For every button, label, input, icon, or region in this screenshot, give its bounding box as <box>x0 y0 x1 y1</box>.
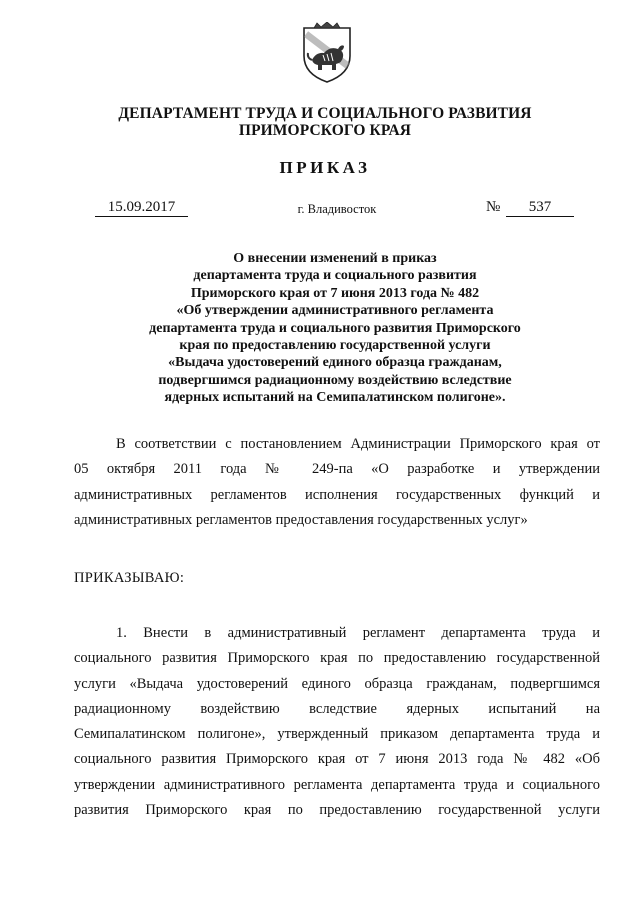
paragraph-line: радиационному воздействию вследствие ядерных испытаний на <box>74 700 600 717</box>
title-line: края по предоставлению государственной услуги <box>179 338 491 354</box>
paragraph-line: В соответствии с постановлением Администрации Приморского края от <box>116 436 600 452</box>
title-line: «Об утверждении административного регламента <box>176 303 494 319</box>
department-name-line-2: ПРИМОРСКОГО КРАЯ <box>238 122 412 139</box>
paragraph-line: развития Приморского края по предоставлению государственной услуги <box>74 802 600 819</box>
title-line: «Выдача удостоверений единого образца гражданам, <box>168 355 502 371</box>
paragraph-line: Семипалатинском полигоне», утвержденный приказом департамента труда и <box>74 726 600 743</box>
paragraph-line: услуги «Выдача удостоверений единого образца гражданам, подвергшимся <box>74 675 600 692</box>
paragraph-line: утверждении административного регламента департамента труда и социального <box>74 776 600 793</box>
title-line: О внесении изменений в приказ <box>233 251 437 266</box>
department-name-line-1: ДЕПАРТАМЕНТ ТРУДА И СОЦИАЛЬНОГО РАЗВИТИЯ <box>118 105 532 122</box>
paragraph-line: социального развития Приморского края по предоставлению государственной <box>74 650 600 667</box>
paragraph-line: 05 октября 2011 года № 249-па «О разработке и утверждении <box>74 461 600 478</box>
primorsky-krai-coat-of-arms-icon <box>298 22 356 84</box>
order-number-sign: № <box>486 199 501 215</box>
paragraph-line: социального развития Приморского края от 7 июня 2013 года № 482 «Об <box>74 751 600 768</box>
title-line: департамента труда и социального развития Приморского <box>149 320 521 336</box>
title-line: подвергшимся радиационному воздействию вследствие <box>158 372 512 388</box>
order-city: г. Владивосток <box>297 202 377 216</box>
paragraph-line: административных регламентов предоставления государственных услуг» <box>74 511 528 528</box>
title-line: ядерных испытаний на Семипалатинском полигоне». <box>164 390 506 406</box>
preamble-paragraph <box>74 432 600 533</box>
title-line: департамента труда и социального развития <box>193 268 477 284</box>
paragraph-line: 1. Внести в административный регламент департамента труда и <box>116 625 600 641</box>
item-1-paragraph <box>74 621 600 823</box>
order-title <box>100 250 570 407</box>
document-type: ПРИКАЗ <box>279 158 371 177</box>
paragraph-line: административных регламентов исполнения государственных функций и <box>74 486 600 503</box>
orders-heading: ПРИКАЗЫВАЮ: <box>74 570 185 586</box>
title-line: Приморского края от 7 июня 2013 года № 482 <box>190 285 480 301</box>
order-number: 537 <box>506 199 574 217</box>
order-date: 15.09.2017 <box>95 199 188 217</box>
